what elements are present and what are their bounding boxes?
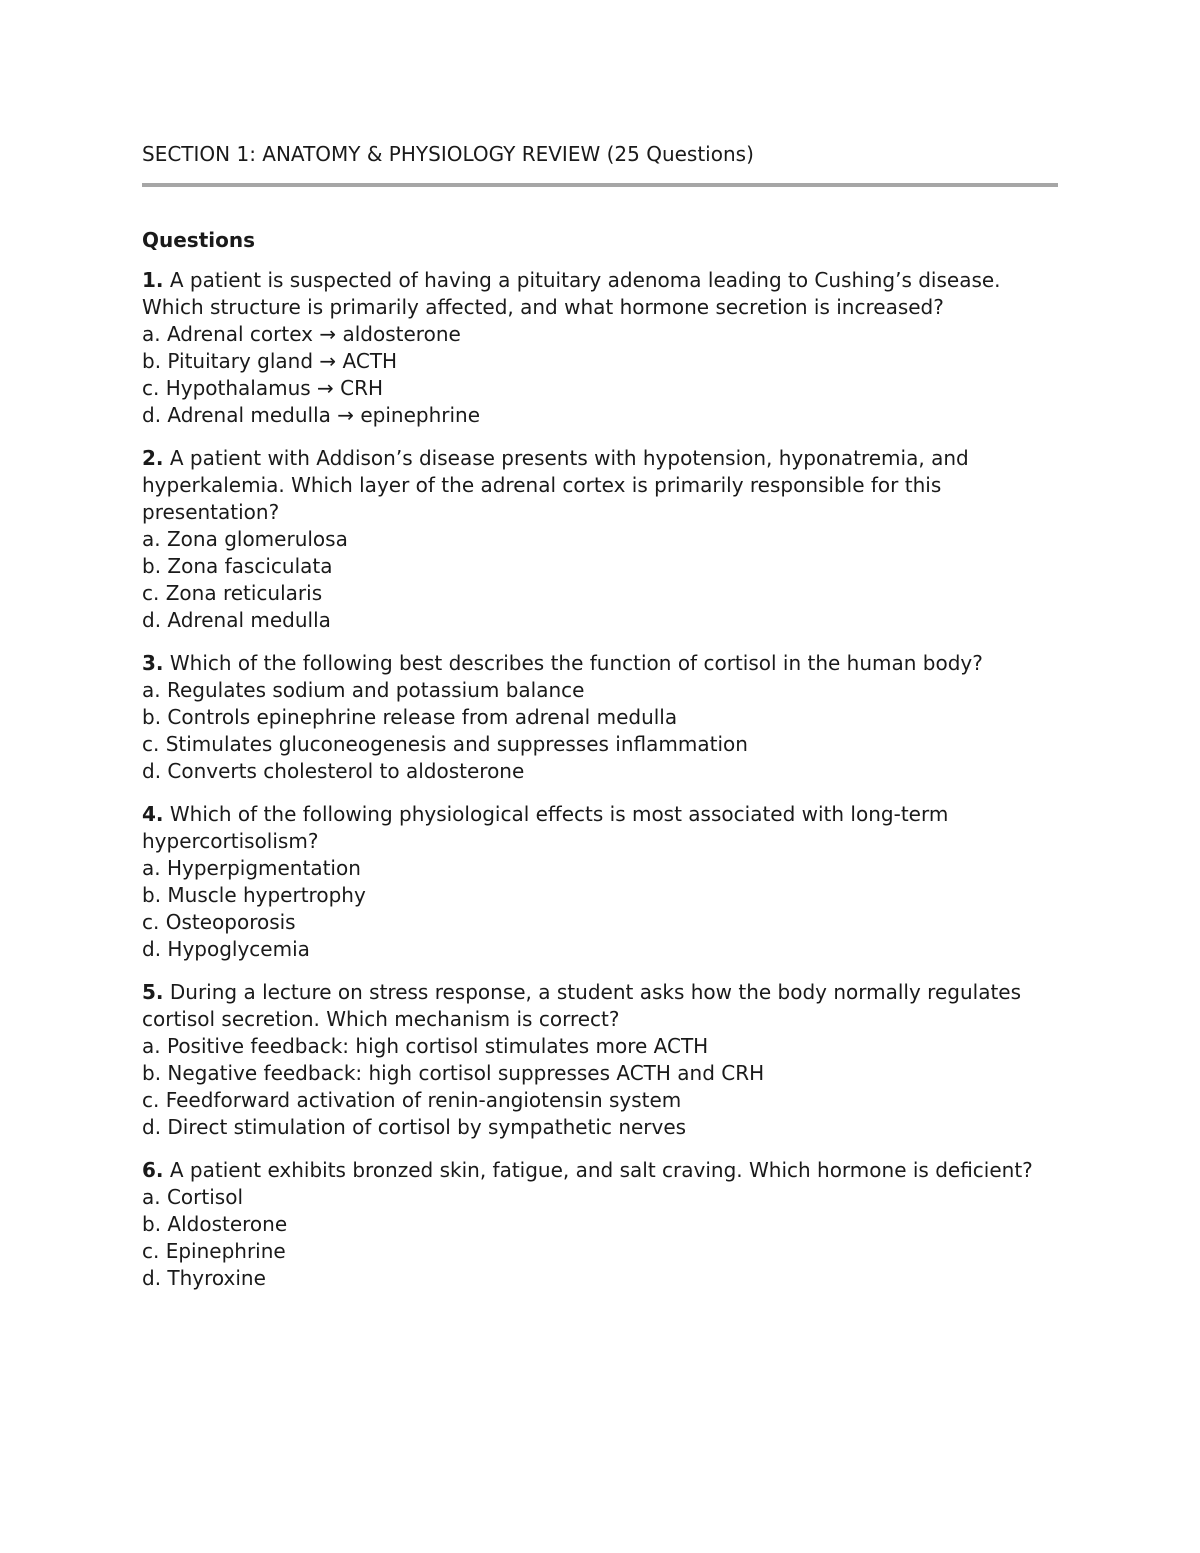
question-number: 2.	[142, 446, 164, 470]
question-text	[142, 979, 1060, 1033]
answer-option: b. Pituitary gland → ACTH	[142, 349, 398, 373]
answer-option: c. Feedforward activation of renin-angiotensin system	[142, 1088, 682, 1112]
answer-option: c. Osteoporosis	[142, 910, 296, 934]
question-prompt: Which of the following physiological effects is most associated with long-term hypercortisolism?	[142, 802, 949, 853]
answer-option: c. Hypothalamus → CRH	[142, 376, 384, 400]
question-block	[142, 267, 1060, 429]
answer-option: a. Zona glomerulosa	[142, 527, 348, 551]
answer-option: a. Regulates sodium and potassium balance	[142, 678, 585, 702]
question-block	[142, 445, 1060, 634]
question-text	[142, 650, 1060, 677]
question-prompt: During a lecture on stress response, a student asks how the body normally regulates cortisol secretion. Which mechanism is correct?	[142, 980, 1022, 1031]
answer-option: b. Zona fasciculata	[142, 554, 333, 578]
answer-option: d. Hypoglycemia	[142, 937, 310, 961]
answer-option: d. Direct stimulation of cortisol by sympathetic nerves	[142, 1115, 687, 1139]
answer-option: d. Thyroxine	[142, 1266, 266, 1290]
answer-option: c. Stimulates gluconeogenesis and suppresses inflammation	[142, 732, 748, 756]
question-block	[142, 979, 1060, 1141]
question-block	[142, 1157, 1060, 1292]
question-prompt: A patient exhibits bronzed skin, fatigue, and salt craving. Which hormone is deficient?	[169, 1158, 1033, 1182]
question-block	[142, 801, 1060, 963]
question-list	[142, 267, 1060, 1308]
question-text	[142, 445, 1060, 526]
answer-option: a. Positive feedback: high cortisol stimulates more ACTH	[142, 1034, 709, 1058]
answer-option: d. Adrenal medulla → epinephrine	[142, 403, 481, 427]
question-text	[142, 801, 1060, 855]
question-number: 5.	[142, 980, 164, 1004]
question-prompt: Which of the following best describes the function of cortisol in the human body?	[169, 651, 983, 675]
question-number: 3.	[142, 651, 164, 675]
answer-option: b. Aldosterone	[142, 1212, 288, 1236]
answer-option: a. Adrenal cortex → aldosterone	[142, 322, 461, 346]
answer-option: d. Adrenal medulla	[142, 608, 331, 632]
answer-option: a. Cortisol	[142, 1185, 244, 1209]
answer-option: b. Controls epinephrine release from adrenal medulla	[142, 705, 678, 729]
answer-option: a. Hyperpigmentation	[142, 856, 361, 880]
answer-option: c. Zona reticularis	[142, 581, 323, 605]
question-number: 1.	[142, 268, 164, 292]
question-prompt: A patient with Addison’s disease presents with hypotension, hyponatremia, and hyperkalemia. Which layer of the adrenal cortex is primarily responsible for this presentation?	[142, 446, 969, 524]
answer-option: b. Negative feedback: high cortisol suppresses ACTH and CRH	[142, 1061, 765, 1085]
question-text	[142, 1157, 1060, 1184]
questions-heading: Questions	[142, 228, 256, 252]
question-number: 6.	[142, 1158, 164, 1182]
horizontal-rule	[142, 183, 1058, 187]
question-block	[142, 650, 1060, 785]
answer-option: b. Muscle hypertrophy	[142, 883, 366, 907]
question-text	[142, 267, 1060, 321]
answer-option: c. Epinephrine	[142, 1239, 286, 1263]
question-prompt: A patient is suspected of having a pituitary adenoma leading to Cushing’s disease. Which structure is primarily affected, and what hormone secretion is increased?	[142, 268, 1001, 319]
question-number: 4.	[142, 802, 164, 826]
answer-option: d. Converts cholesterol to aldosterone	[142, 759, 525, 783]
section-title: SECTION 1: ANATOMY & PHYSIOLOGY REVIEW (25 Questions)	[142, 142, 754, 166]
